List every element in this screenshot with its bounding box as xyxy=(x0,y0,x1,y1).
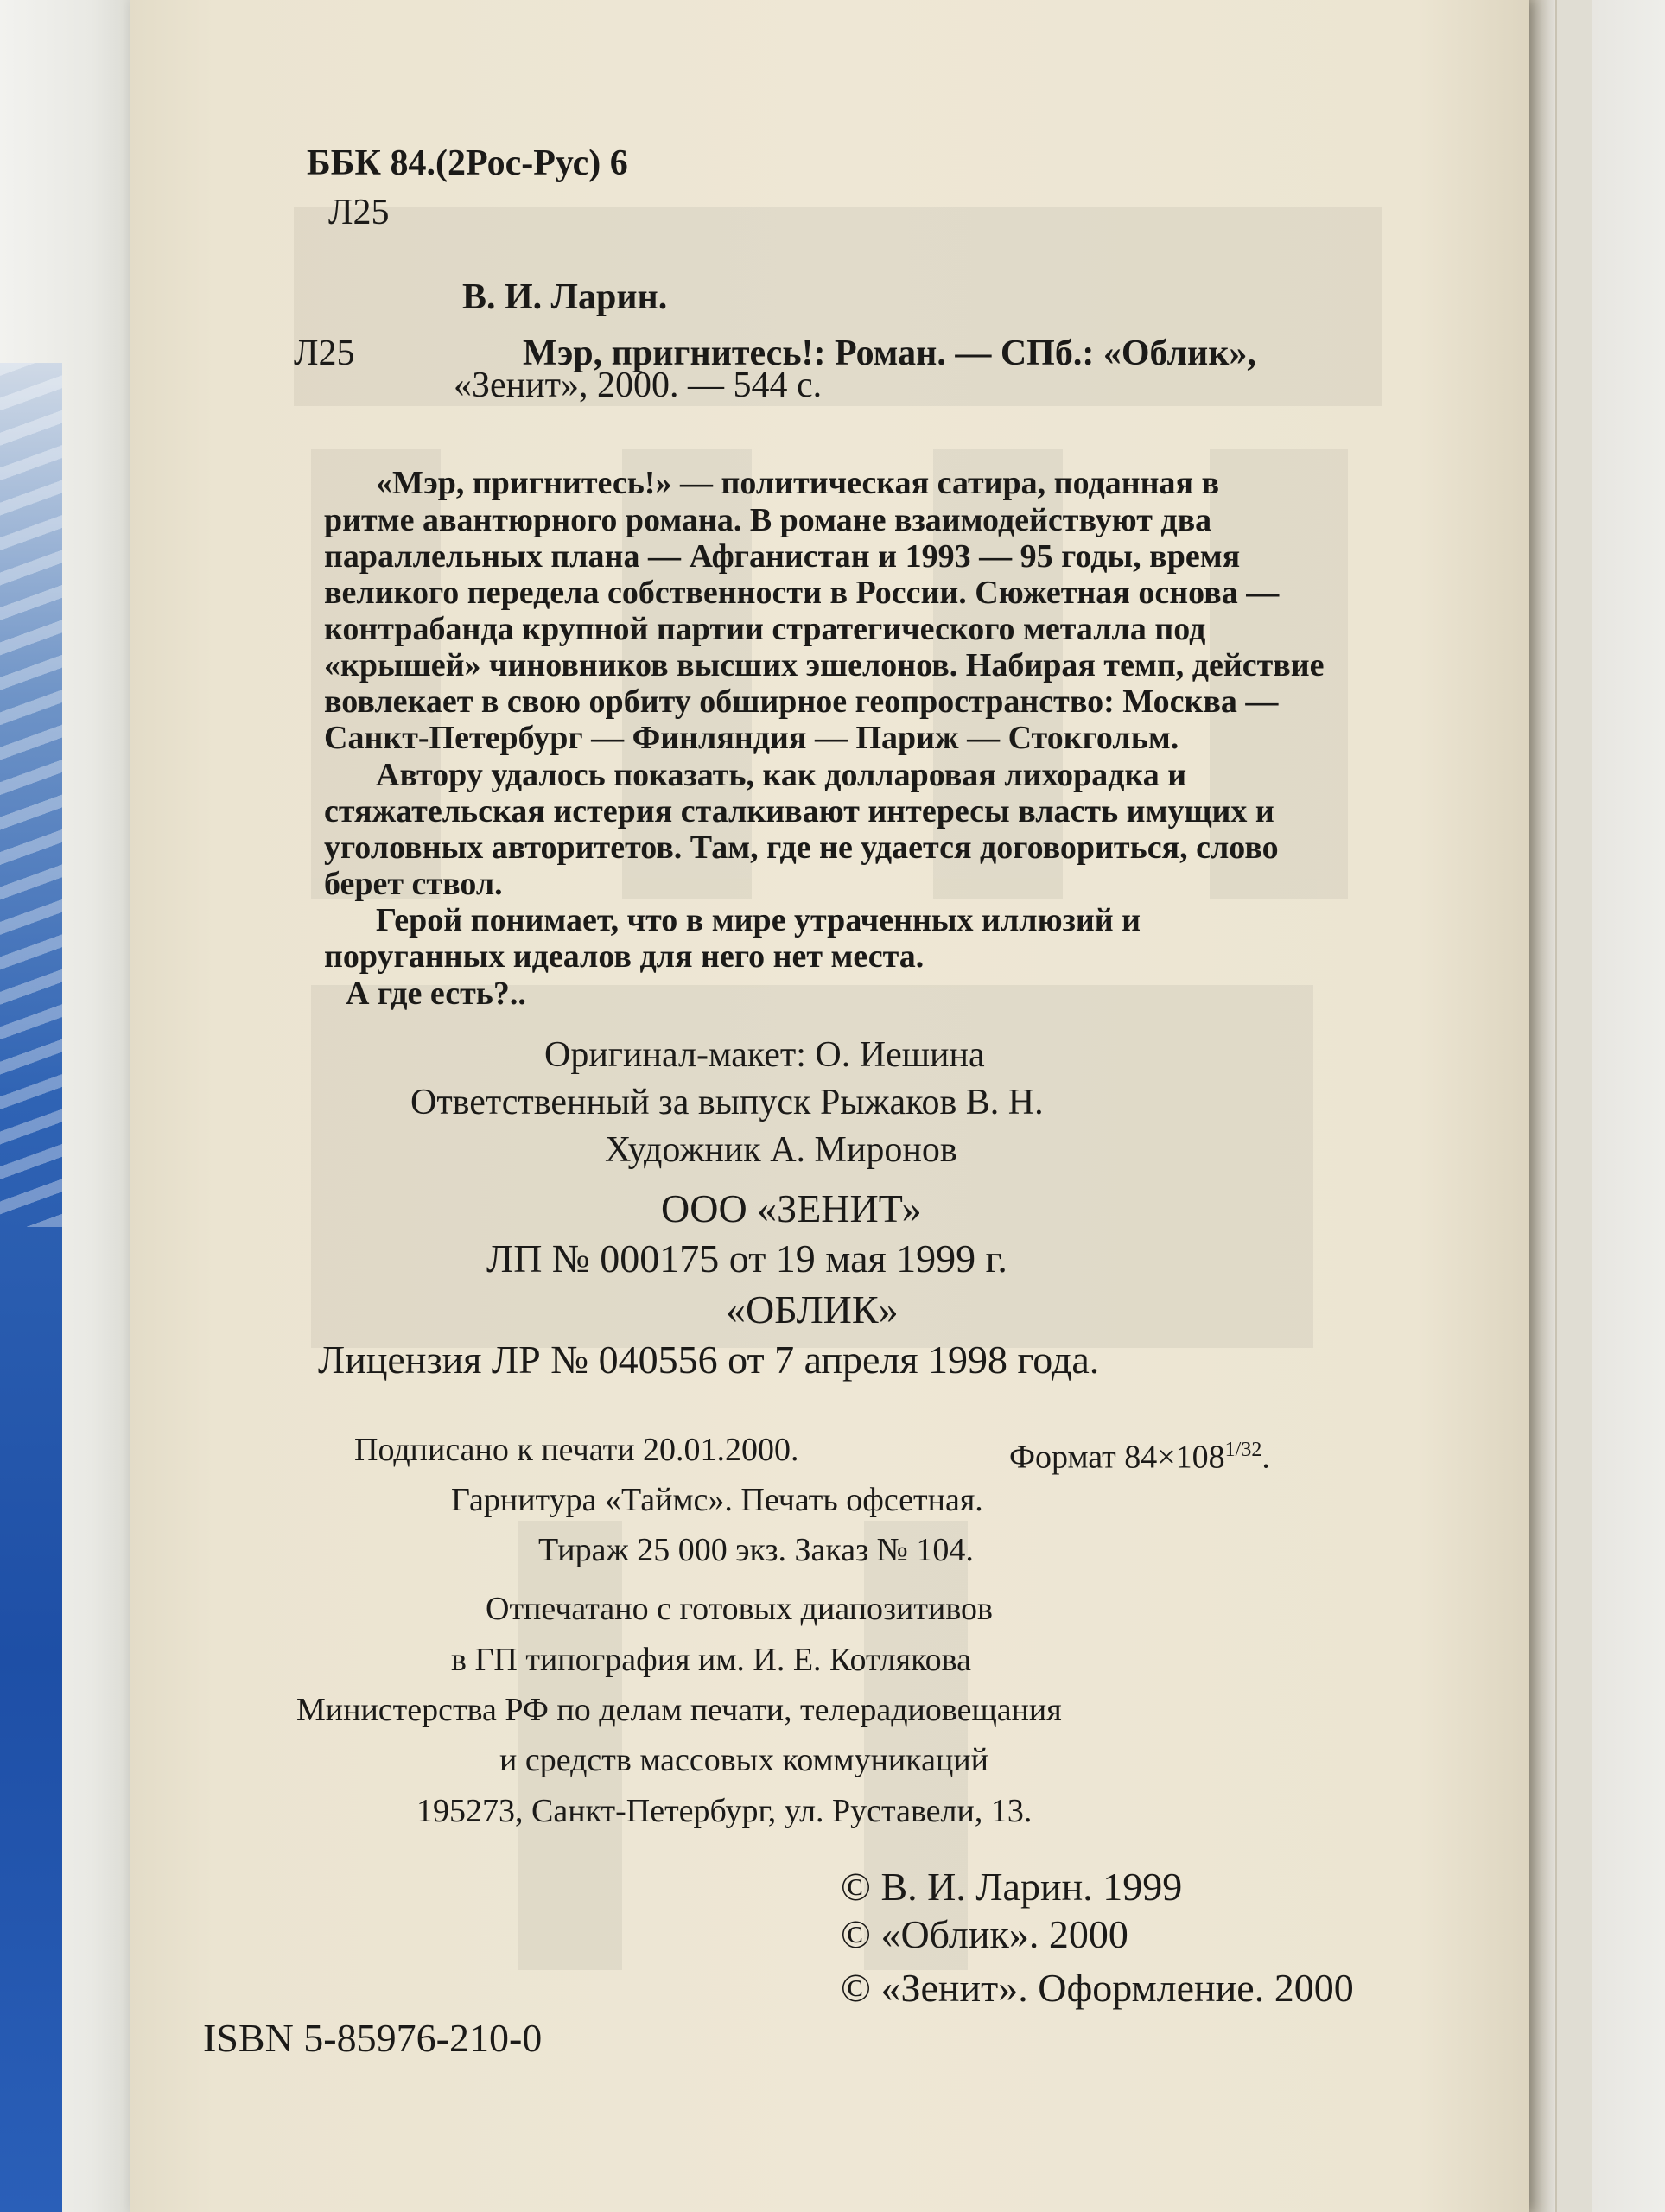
annotation-line: «крышей» чиновников высших эшелонов. Набирая темп, действие xyxy=(324,647,1325,683)
print-run: Тираж 25 000 экз. Заказ № 104. xyxy=(538,1532,974,1568)
title-line-1: Мэр, пригнитесь!: Роман. — СПб.: «Облик», xyxy=(523,334,1256,373)
annotation-line: Санкт-Петербург — Финляндия — Париж — Стокгольм. xyxy=(324,720,1179,756)
author-name: В. И. Ларин. xyxy=(462,277,668,317)
annotation-line: «Мэр, пригнитесь!» — политическая сатира, поданная в xyxy=(376,465,1220,501)
artist-credit: Художник А. Миронов xyxy=(605,1130,957,1170)
printer-line: Министерства РФ по делам печати, телерадиовещания xyxy=(296,1692,1062,1728)
annotation-line: ритме авантюрного романа. В романе взаимодействуют два xyxy=(324,502,1212,538)
annotation-line: уголовных авторитетов. Там, где не удается договориться, слово xyxy=(324,830,1279,866)
author-mark-side: Л25 xyxy=(294,334,355,373)
annotation-line: Герой понимает, что в мире утраченных иллюзий и xyxy=(376,902,1141,938)
annotation-line: поруганных идеалов для него нет места. xyxy=(324,938,925,975)
imprint-page-content xyxy=(130,0,1529,2212)
isbn: ISBN 5-85976-210-0 xyxy=(203,2016,543,2060)
annotation-line: Автору удалось показать, как долларовая лихорадка и xyxy=(376,757,1187,793)
layout-credit: Оригинал-макет: О. Иешина xyxy=(544,1035,985,1075)
publisher-zenit-license: ЛП № 000175 от 19 мая 1999 г. xyxy=(486,1236,1007,1281)
publisher-zenit: ООО «ЗЕНИТ» xyxy=(661,1186,922,1230)
copyright-oblik: © «Облик». 2000 xyxy=(841,1912,1128,1956)
bbk-code: ББК 84.(2Рос-Рус) 6 xyxy=(307,143,628,183)
annotation-line: А где есть?.. xyxy=(346,976,526,1012)
publisher-oblik-license: Лицензия ЛР № 040556 от 7 апреля 1998 года. xyxy=(318,1338,1100,1382)
signed-to-print: Подписано к печати 20.01.2000. xyxy=(354,1432,799,1468)
title-line-2: «Зенит», 2000. — 544 с. xyxy=(454,365,823,405)
format-end: . xyxy=(1261,1439,1270,1476)
annotation-line: стяжательская истерия сталкивают интересы власть имущих и xyxy=(324,793,1274,830)
copyright-zenit: © «Зенит». Оформление. 2000 xyxy=(841,1966,1354,2010)
format-info xyxy=(1009,1429,1270,1478)
annotation-line: контрабанда крупной партии стратегического металла под xyxy=(324,611,1206,647)
responsible-credit: Ответственный за выпуск Рыжаков В. Н. xyxy=(410,1083,1044,1122)
printer-line: в ГП типография им. И. Е. Котлякова xyxy=(451,1642,971,1678)
cover-pattern xyxy=(0,363,62,1227)
annotation-line: вовлекает в свою орбиту обширное геопространство: Москва — xyxy=(324,683,1279,720)
printer-line: 195273, Санкт-Петербург, ул. Руставели, 13. xyxy=(416,1793,1033,1829)
printer-line: и средств массовых коммуникаций xyxy=(499,1742,989,1778)
background-right xyxy=(1529,0,1665,2212)
annotation-line: параллельных плана — Афганистан и 1993 — 95 годы, время xyxy=(324,538,1241,575)
printer-line: Отпечатано с готовых диапозитивов xyxy=(486,1591,993,1627)
adjacent-page-edge xyxy=(1555,0,1592,2212)
format-fraction: 1/32 xyxy=(1224,1439,1262,1461)
copyright-author: © В. И. Ларин. 1999 xyxy=(841,1865,1183,1909)
annotation-line: берет ствол. xyxy=(324,866,503,902)
typeface-info: Гарнитура «Таймс». Печать офсетная. xyxy=(451,1482,983,1518)
author-mark-top: Л25 xyxy=(328,193,390,232)
annotation-line: великого передела собственности в России. Сюжетная основа — xyxy=(324,575,1280,611)
publisher-oblik: «ОБЛИК» xyxy=(726,1287,899,1332)
format-label: Формат 84×108 xyxy=(1009,1439,1225,1476)
